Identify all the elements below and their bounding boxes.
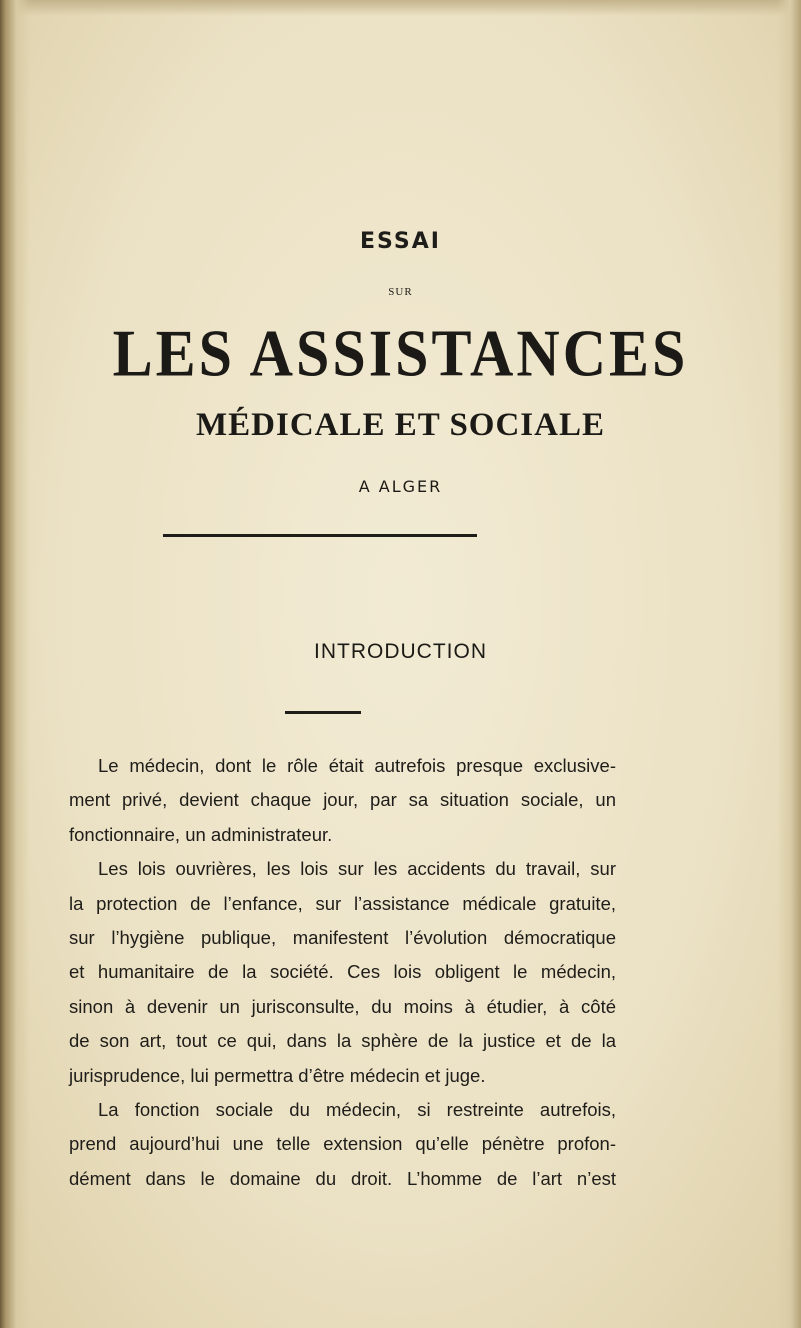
main-title: LES ASSISTANCES (112, 316, 689, 391)
paragraph (69, 749, 616, 852)
page-edge-left (0, 0, 30, 1328)
paragraph (69, 1093, 616, 1196)
text-line: la protection de l’enfance, sur l’assistance médicale gratuite, (69, 892, 616, 914)
text-line: ment privé, devient chaque jour, par sa situation sociale, un (69, 789, 616, 811)
page-edge-top (0, 0, 801, 16)
body-text (69, 749, 616, 1196)
section-rule (285, 711, 361, 714)
text-line: sinon à devenir un jurisconsulte, du moins à étudier, à côté (69, 995, 616, 1017)
page-edge-right (777, 0, 801, 1328)
title-preposition: SUR (388, 286, 413, 298)
text-line: de son art, tout ce qui, dans la sphère de la justice et de la (69, 1030, 616, 1052)
text-line: prend aujourd’hui une telle extension qu’elle pénètre profon- (69, 1133, 616, 1155)
text-line: Les lois ouvrières, les lois sur les accidents du travail, sur (98, 858, 616, 880)
text-line: Le médecin, dont le rôle était autrefois presque exclusive- (98, 755, 616, 776)
section-heading: INTRODUCTION (314, 640, 487, 663)
text-line: et humanitaire de la société. Ces lois obligent le médecin, (69, 961, 616, 983)
text-line: fonctionnaire, un administrateur. (69, 823, 333, 845)
text-line: La fonction sociale du médecin, si restreinte autrefois, (98, 1099, 616, 1121)
paragraph (69, 852, 616, 1093)
title-rule (163, 534, 477, 537)
subtitle: MÉDICALE ET SOCIALE (196, 407, 605, 443)
text-line: dément dans le domaine du droit. L’homme de l’art n’est (69, 1167, 616, 1189)
place-line: A ALGER (358, 477, 443, 496)
title-kicker: ESSAI (360, 229, 441, 254)
text-line: jurisprudence, lui permettra d’être médecin et juge. (69, 1064, 486, 1086)
text-line: sur l’hygiène publique, manifestent l’évolution démocratique (69, 927, 616, 949)
